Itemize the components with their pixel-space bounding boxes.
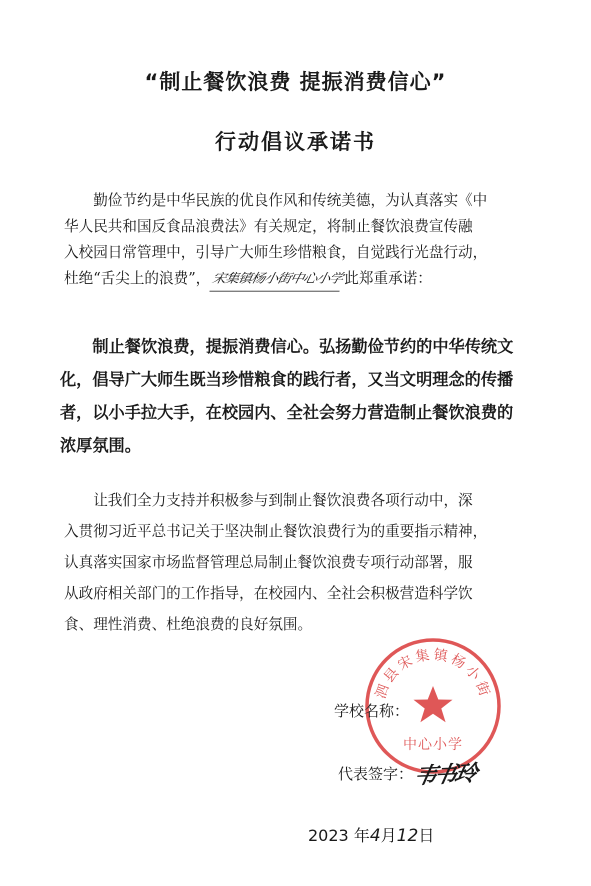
paragraph-action bbox=[64, 485, 536, 640]
paragraph-line: 勤俭节约是中华民族的优良作风和传统美德，为认真落实《中 bbox=[93, 192, 488, 209]
representative-signature: 韦书玲 bbox=[411, 761, 478, 790]
paragraph-line: 从政府相关部门的工作指导，在校园内、全社会积极营造科学饮 bbox=[64, 585, 473, 602]
star-icon bbox=[414, 686, 453, 722]
seal-inner-text: 中心小学 bbox=[403, 737, 463, 753]
paragraph-line: 化，倡导广大师生既当珍惜粮食的践行者，又当文明理念的传播 bbox=[60, 370, 514, 389]
paragraph-line bbox=[64, 266, 536, 292]
paragraph-line: 华人民共和国反食品浪费法》有关规定，将制止餐饮浪费宣传融 bbox=[64, 218, 473, 235]
handwritten-school-name: 宋集镇杨小街中心小学 bbox=[210, 267, 345, 291]
document-date bbox=[308, 823, 434, 846]
date-day-suffix: 日 bbox=[418, 826, 435, 845]
date-month: 4 bbox=[369, 826, 381, 846]
paragraph-commitment bbox=[60, 330, 540, 462]
paragraph-line: 者，以小手拉大手，在校园内、全社会努力营造制止餐饮浪费的 bbox=[60, 403, 514, 422]
paragraph-line: 食、理性消费、杜绝浪费的良好氛围。 bbox=[64, 616, 313, 633]
paragraph-line: 制止餐饮浪费，提振消费信心。弘扬勤俭节约的中华传统文 bbox=[92, 337, 514, 356]
date-month-suffix: 月 bbox=[380, 826, 397, 845]
school-name-label: 学校名称： bbox=[334, 702, 410, 720]
line-text: 此郑重承诺： bbox=[344, 270, 432, 287]
paragraph-line: 入校园日常管理中，引导广大师生珍惜粮食，自觉践行光盘行动， bbox=[64, 244, 488, 261]
paragraph-line: 让我们全力支持并积极参与到制止餐饮浪费各项行动中，深 bbox=[93, 492, 473, 509]
paragraph-intro bbox=[64, 188, 536, 292]
paragraph-line: 认真落实国家市场监督管理总局制止餐饮浪费专项行动部署，服 bbox=[64, 554, 473, 571]
date-day: 12 bbox=[396, 826, 419, 846]
date-year: 2023 bbox=[308, 826, 349, 845]
document-subtitle: 行动倡议承诺书 bbox=[215, 130, 376, 154]
line-text: 杜绝“舌尖上的浪费”， bbox=[64, 270, 211, 287]
seal-outer-text: 泗县宋集镇杨小街 bbox=[372, 646, 494, 701]
paragraph-line: 入贯彻习近平总书记关于坚决制止餐饮浪费行为的重要指示精神， bbox=[64, 523, 488, 540]
representative-label: 代表签字： bbox=[338, 765, 414, 783]
paragraph-line: 浓厚氛围。 bbox=[60, 436, 141, 455]
date-year-suffix: 年 bbox=[353, 826, 370, 845]
document-title: “制止餐饮浪费 提振消费信心” bbox=[144, 70, 447, 94]
